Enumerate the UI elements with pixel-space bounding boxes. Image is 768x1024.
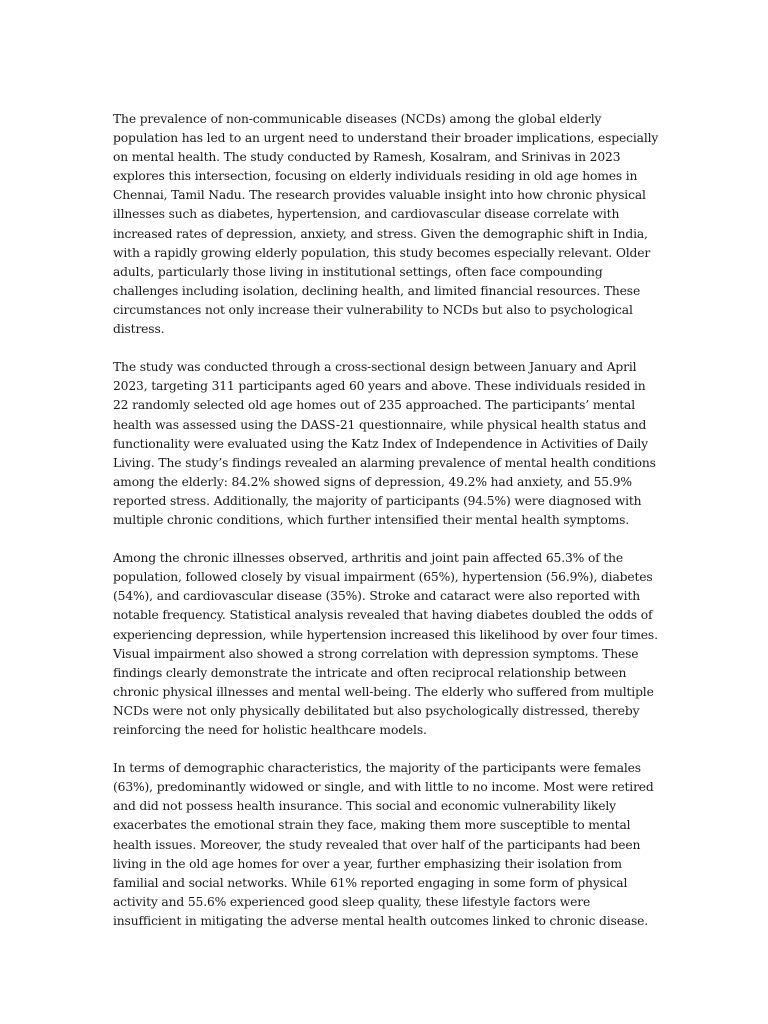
paragraph-1: The prevalence of non-communicable diseases (NCDs) among the global elderly population has led to an urgent need to understand their broader implications, especially on mental health. The study conducted by Ramesh, Kosalram, and Srinivas in 2023 explores this intersection, focusing on elderly individuals residing in old age homes in Chennai, Tamil Nadu. The research provides valuable insight into how chronic physical illnesses such as diabetes, hypertension, and cardiovascular disease correlate with increased rates of depression, anxiety, and stress. Given the demographic shift in India, with a rapidly growing elderly population, this study becomes especially relevant. Older adults, particularly those living in institutional settings, often face compounding challenges including isolation, declining health, and limited financial resources. These circumstances not only increase their vulnerability to NCDs but also to psychological distress. <box>113 112 659 337</box>
paragraph-3: Among the chronic illnesses observed, arthritis and joint pain affected 65.3% of the population, followed closely by visual impairment (65%), hypertension (56.9%), diabetes (54%), and cardiovascular disease (35%). Stroke and cataract were also reported with notable frequency. Statistical analysis revealed that having diabetes doubled the odds of experiencing depression, while hypertension increased this likelihood by over four times. Visual impairment also showed a strong correlation with depression symptoms. These findings clearly demonstrate the intricate and often reciprocal relationship between chronic physical illnesses and mental well-being. The elderly who suffered from multiple NCDs were not only physically debilitated but also psychologically distressed, thereby reinforcing the need for holistic healthcare models. <box>113 551 658 737</box>
paragraph-4: In terms of demographic characteristics, the majority of the participants were females (63%), predominantly widowed or single, and with little to no income. Most were retired and did not possess health insurance. This social and economic vulnerability likely exacerbates the emotional strain they face, making them more susceptible to mental health issues. Moreover, the study revealed that over half of the participants had been living in the old age homes for over a year, further emphasizing their isolation from familial and social networks. While 61% reported engaging in some form of physical activity and 55.6% experienced good sleep quality, these lifestyle factors were insufficient in mitigating the adverse mental health outcomes linked to chronic disease. <box>113 761 654 928</box>
paragraph-2: The study was conducted through a cross-sectional design between January and April 2023, targeting 311 participants aged 60 years and above. These individuals resided in 22 randomly selected old age homes out of 235 approached. The participants’ mental health was assessed using the DASS-21 questionnaire, while physical health status and functionality were evaluated using the Katz Index of Independence in Activities of Daily Living. The study’s findings revealed an alarming prevalence of mental health conditions among the elderly: 84.2% showed signs of depression, 49.2% had anxiety, and 55.9% reported stress. Additionally, the majority of participants (94.5%) were diagnosed with multiple chronic conditions, which further intensified their mental health symptoms. <box>113 360 656 527</box>
document-body <box>113 110 661 950</box>
